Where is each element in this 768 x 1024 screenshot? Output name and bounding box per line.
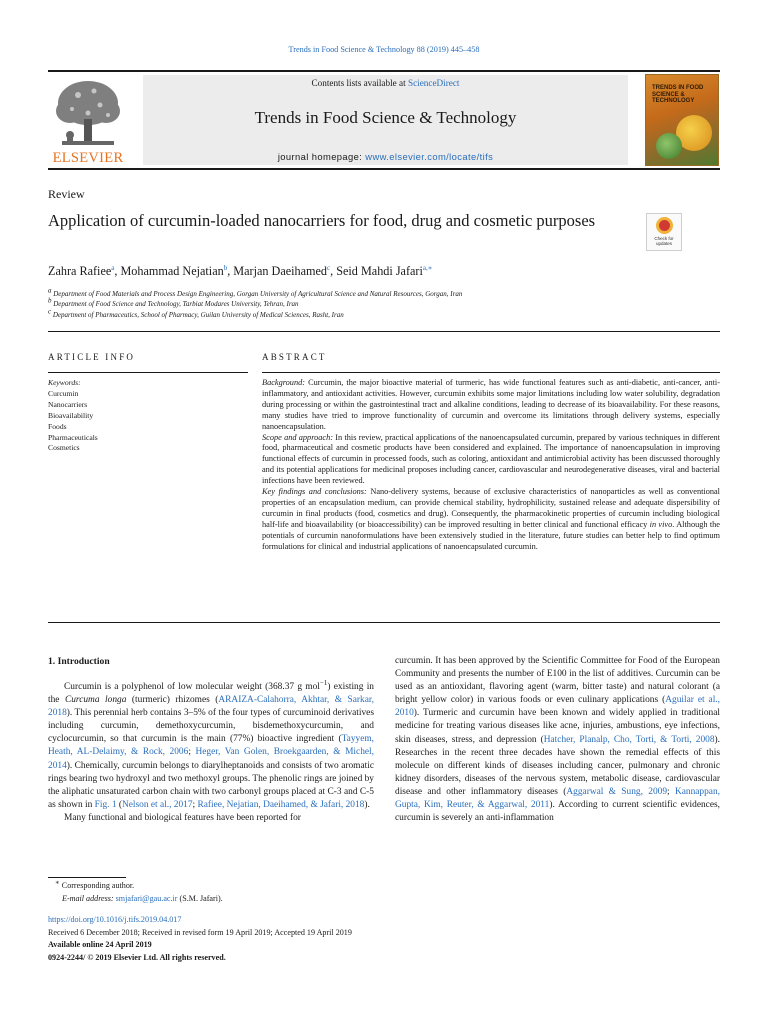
abstract-label: Background: <box>262 378 306 387</box>
footnote-mark: ∗ <box>55 878 60 887</box>
body-text: ( <box>116 799 122 810</box>
author-separator: , <box>114 264 121 278</box>
article-info-top-rule <box>48 331 720 332</box>
abstract-key-findings <box>262 487 720 552</box>
check-for-updates-button[interactable] <box>646 213 682 251</box>
affiliation-a <box>48 286 463 298</box>
body-text: ). According to current scientific evidences, curcumin is severely an anti-inflammation <box>395 800 720 824</box>
body-text: ). Turmeric and curcumin have been known and widely applied in traditional medicine for treating various diseases like acne, injuries, ambustions, eye infections, skin diseases, stress, and depression ( <box>395 708 720 745</box>
paragraph: Many functional and biological features have been reported for <box>64 812 301 823</box>
issn-copyright: 0924-2244/ © 2019 Elsevier Ltd. All rights reserved. <box>48 953 226 962</box>
affiliation-text: Department of Food Science and Technology, Tarbiat Modares University, Tehran, Iran <box>53 300 299 308</box>
keyword-item: Pharmaceuticals <box>48 432 98 442</box>
section-type: Review <box>48 187 85 201</box>
homepage-line <box>143 151 628 162</box>
cover-title: TRENDS IN FOOD SCIENCE & TECHNOLOGY <box>652 85 704 104</box>
body-text: ; <box>192 799 198 810</box>
email-label: E-mail address: <box>62 894 116 903</box>
affiliation-label: a <box>48 286 52 295</box>
affiliation-mark[interactable]: a,∗ <box>422 263 433 272</box>
top-rule <box>48 70 720 72</box>
article-info-rule <box>48 372 248 373</box>
keyword-item: Nanocarriers <box>48 399 88 409</box>
author-name[interactable]: Marjan Daeihamed <box>233 264 328 278</box>
email-note <box>62 894 223 903</box>
abstract-label: Scope and approach: <box>262 432 334 442</box>
author-separator: , <box>227 264 234 278</box>
cover-leaf-shape <box>656 133 682 159</box>
citation-link[interactable]: Kannappan, Gupta, Kim, Reuter, & Aggarwal, 2011 <box>395 786 720 811</box>
contents-prefix: Contents lists available at <box>311 78 408 88</box>
elsevier-wordmark: ELSEVIER <box>52 150 124 166</box>
affiliation-c <box>48 307 344 319</box>
citation-link[interactable]: Aggarwal & Sung, 2009 <box>566 786 668 797</box>
section-heading-introduction: 1. Introduction <box>48 656 110 667</box>
body-column-right <box>395 655 720 825</box>
masthead-rule <box>48 168 720 170</box>
abstract-bottom-rule <box>48 622 720 623</box>
body-column-left <box>48 678 374 825</box>
paragraph <box>395 655 720 825</box>
body-text: Curcumin is a polyphenol of low molecular weight (368.37 g mol <box>64 682 320 692</box>
citation-link[interactable]: Heger, Van Golen, Broekgaarden, & Michel, 2014 <box>48 747 374 771</box>
journal-cover-image[interactable] <box>645 74 719 166</box>
citation-link[interactable]: Rafiee, Nejatian, Daeihamed, & Jafari, 2018 <box>197 799 365 810</box>
abstract-scope <box>262 433 720 488</box>
species-name: Curcuma longa <box>64 695 127 706</box>
body-text: curcumin. It has been approved by the Scientific Committee for Food of the European Community and presents the number of E100 in the list of additives. Curcumin can be used as an antioxidant, flavoring agent (warm, bitter taste) and natural colorant (a bright yellow color) in various foods or even culinary applications ( <box>395 656 720 706</box>
received-dates: Received 6 December 2018; Received in revised form 19 April 2019; Accepted 19 April 2019 <box>48 928 352 937</box>
paragraph <box>48 678 374 812</box>
abstract-background <box>262 378 720 433</box>
footnote-text: Corresponding author. <box>59 881 135 890</box>
unit-superscript: −1 <box>319 678 328 687</box>
abstract-label: Key findings and conclusions: <box>262 487 367 497</box>
affiliation-mark[interactable]: a <box>111 263 115 272</box>
body-text: ). Chemically, curcumin belongs to diarylheptanoids and consists of two aromatic rings bearing two hydroxyl and two methoxyl groups. The phenolic rings are joined by the aliphatic unsaturated carbon chain with two carbonyl groups placed at C-3 and C-5 as shown in <box>48 760 374 810</box>
abstract-text: In this review, practical applications of the nanoencapsulated curcumin, prepared by various techniques in different food, pharmaceutical and cosmetic products have been considered and explained. The importance of nanoencapsulation in improving functional effects of curcumin in processed foods, such as coloring, antioxidant and antimicrobial activity has been discussed thoroughly and its potential applications for medicinal proposes including cancer, cardiovascular and neurodegenerative diseases, viral and bacterial infections have been reviewed. <box>262 432 720 486</box>
citation-link[interactable]: Nelson et al., 2017 <box>121 799 193 810</box>
affiliation-text: Department of Pharmaceutics, School of Pharmacy, Guilan University of Medical Sciences, Rasht, Iran <box>52 311 344 319</box>
affiliation-mark[interactable]: b <box>223 263 228 272</box>
affiliation-label: b <box>48 296 52 305</box>
email-owner: (S.M. Jafari). <box>177 894 223 903</box>
affiliation-text: Department of Food Materials and Process Design Engineering, Gorgan University of Agricultural Science and Natural Resources, Gorgan, Iran <box>53 290 463 298</box>
article-info-heading: ARTICLE INFO <box>48 352 136 362</box>
contents-line <box>143 78 628 88</box>
keywords-block <box>48 378 248 454</box>
keyword-item: Curcumin <box>48 388 79 398</box>
author-list <box>48 264 648 279</box>
figure-link[interactable]: Fig. 1 <box>94 799 117 810</box>
crossmark-icon <box>656 217 673 234</box>
journal-title: Trends in Food Science & Technology <box>254 108 517 127</box>
crossmark-label: Check for updates <box>654 236 674 246</box>
body-text: ; <box>667 786 675 797</box>
article-title: Application of curcumin-loaded nanocarriers for food, drug and cosmetic purposes <box>48 211 596 230</box>
author-separator: , <box>330 264 337 278</box>
affiliation-mark[interactable]: c <box>327 263 331 272</box>
body-text: ; <box>188 747 196 758</box>
citation-link[interactable]: Aguilar et al., 2010 <box>395 695 721 719</box>
author-name[interactable]: Seid Mahdi Jafari <box>336 264 423 278</box>
homepage-link[interactable]: www.elsevier.com/locate/tifs <box>365 151 494 162</box>
keyword-item: Bioavailability <box>48 410 94 420</box>
body-text: ). <box>364 799 370 810</box>
email-link[interactable]: smjafari@gau.ac.ir <box>115 894 178 903</box>
available-online: Available online 24 April 2019 <box>48 940 152 949</box>
citation-link[interactable]: Hatcher, Planalp, Cho, Torti, & Torti, 2008 <box>543 734 715 745</box>
keyword-item: Cosmetics <box>48 443 80 453</box>
author-name[interactable]: Mohammad Nejatian <box>120 264 224 278</box>
affiliation-label: c <box>48 307 52 316</box>
body-text: (turmeric) rhizomes ( <box>126 695 219 706</box>
author-name[interactable]: Zahra Rafiee <box>48 264 112 278</box>
abstract-text: Curcumin, the major bioactive material of turmeric, has wide functional features such as anti-diabetic, anti-cancer, anti-inflammatory, and antioxidant activities. However, curcumin exhibits some major limitations including low water solubility, degradation during processing or within the gastrointestinal tract and alkaline conditions, leading to decrease of its bioavailability. For these reasons, many studies have tried to improve functionality of curcumin and overcome its limitations through delivery systems, especially nanoencapsulation. <box>262 378 720 431</box>
affiliation-b <box>48 296 299 308</box>
body-text: ). This perennial herb contains 3–5% of the four types of curcuminoid derivatives including curcumin, demethoxycurcumin, bisdemethoxycurcumin, and cyclocurcumin, so that curcumin is the main (77%) bioactive ingredient ( <box>48 708 374 745</box>
abstract-text: . Although the potentials of curcumin nanoformulations have been extensively studied in the literature, future studies can better help to find optimum formulations for clinical and industrial applications of nanoencapsulated curcumin. <box>262 519 720 551</box>
journal-reference[interactable]: Trends in Food Science & Technology 88 (2019) 445–458 <box>288 45 480 54</box>
body-text: ) existing in the <box>48 682 374 706</box>
corresponding-author-note <box>55 878 135 890</box>
abstract-rule <box>262 372 720 373</box>
abstract-italic: in vivo <box>649 519 673 529</box>
abstract-text: Nano-delivery systems, because of exclusive characteristics of nanoparticles as well as conventional properties of an encapsulation medium, can provide chemical stability, hydrophilicity, sustained release and adequate dispersibility of curcumin in final products (food, cosmetics and drug). Consequently, the pharmacokinetic properties of curcumin including biological half-life and bioavailability (or bioaccessibility) can be improved resulting in better clinical and functional efficacy <box>262 487 720 529</box>
keywords-label: Keywords: <box>48 378 81 387</box>
sciencedirect-link[interactable]: ScienceDirect <box>407 78 460 88</box>
doi-link[interactable]: https://doi.org/10.1016/j.tifs.2019.04.017 <box>48 915 182 924</box>
homepage-label: journal homepage: <box>277 151 366 162</box>
abstract-heading: ABSTRACT <box>262 352 327 362</box>
citation-link[interactable]: Tayyem, Heath, AL-Delaimy, & Rock, 2006 <box>48 734 374 758</box>
keyword-item: Foods <box>48 421 67 431</box>
body-text: ). Researches in the recent three decades have shown the remedial effects of this molecule on different kinds of diseases including cancer, pulmonary and chronic kidney disorders, diseases of the nervous system, metabolic disease, cardiovascular disease and other inflammatory diseases ( <box>395 734 720 797</box>
abstract-body <box>262 378 720 553</box>
citation-link[interactable]: ARAIZA-Calahorra, Akhtar, & Sarkar, 2018 <box>48 695 374 719</box>
